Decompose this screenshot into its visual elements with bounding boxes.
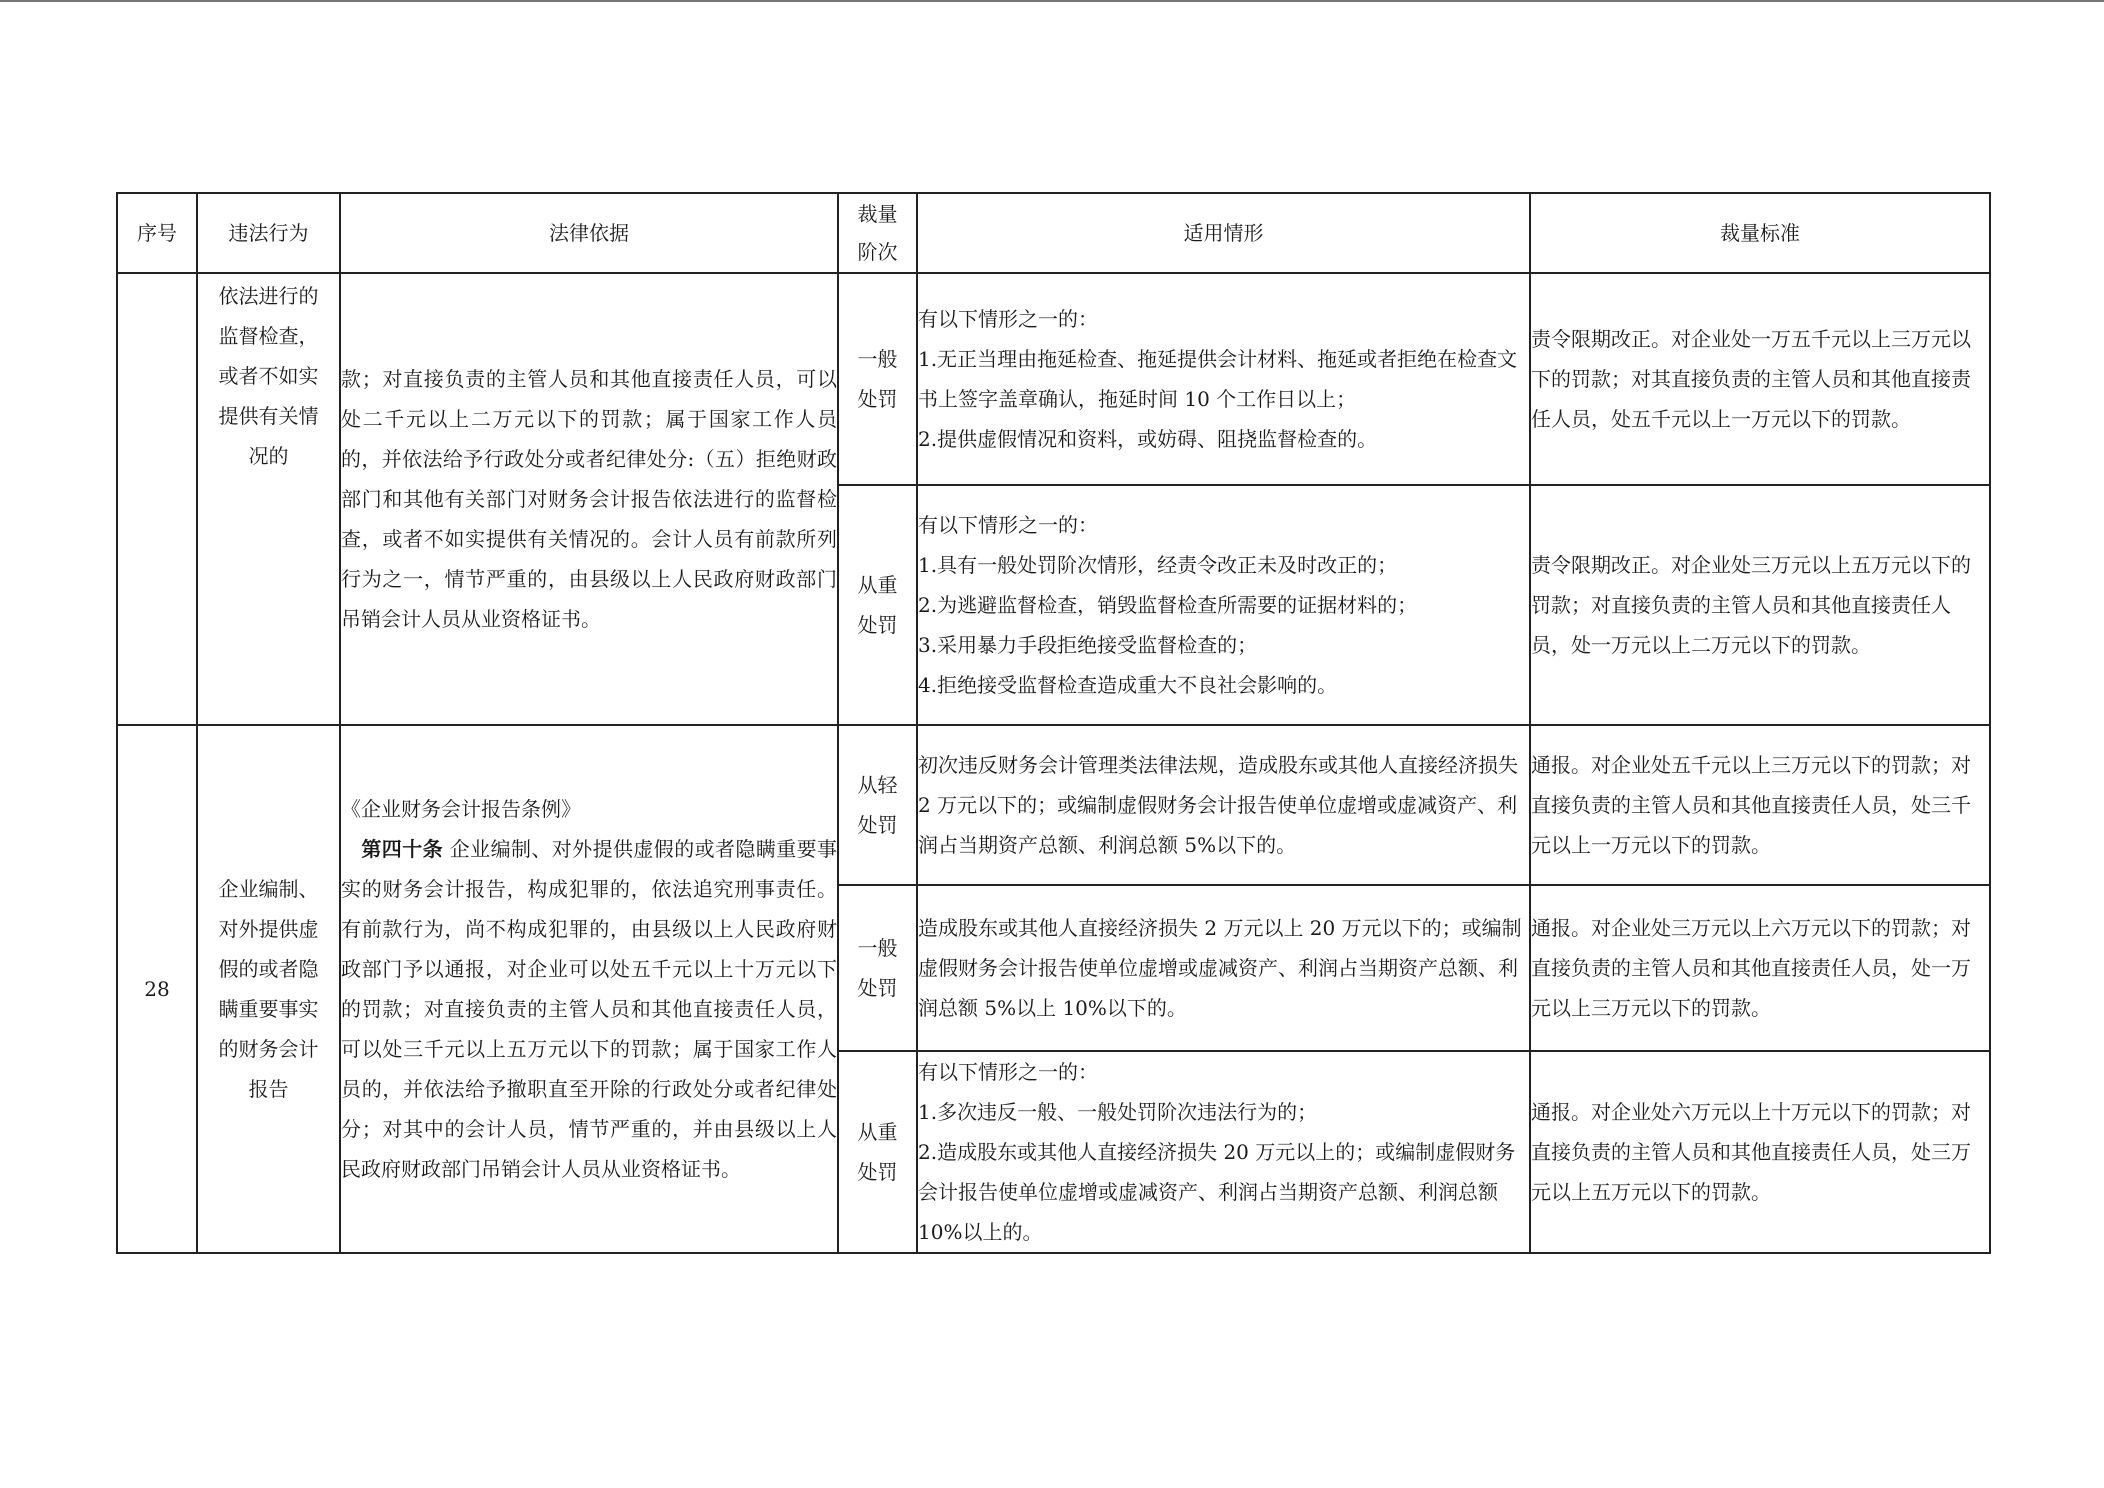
basis-cell-28 [340, 725, 838, 1253]
seq-cell-prev [117, 273, 197, 725]
condition-line: 3.采用暴力手段拒绝接受监督检查的； [918, 633, 1258, 657]
condition-line: 有以下情形之一的： [918, 1060, 1098, 1084]
act-cell-prev [197, 273, 340, 725]
header-standard [1530, 193, 1990, 273]
level-line2: 处罚 [857, 387, 898, 411]
header-level [838, 193, 917, 273]
condition-line: 有以下情形之一的： [918, 513, 1098, 537]
act-line: 报告 [248, 1077, 289, 1101]
standard-text: 通报。对企业处三万元以上六万元以下的罚款；对直接负责的主管人员和其他直接责任人员，处一万元以上三万元以下的罚款。 [1531, 916, 1971, 1020]
act-line: 况的 [248, 444, 289, 468]
header-level-line2: 阶次 [857, 240, 898, 264]
level-cell [838, 725, 917, 885]
level-line2: 处罚 [857, 976, 898, 1000]
standard-cell [1530, 485, 1990, 725]
basis-text: 款；对直接负责的主管人员和其他直接责任人员，可以处二千元以上二万元以下的罚款；属于国家工作人员的，并依法给予行政处分或者纪律处分:（五）拒绝财政部门和其他有关部门对财务会计报告依法进行的监督检查，或者不如实提供有关情况的。会计人员有前款所列行为之一，情节严重的，由县级以上人民政府财政部门吊销会计人员从业资格证书。 [341, 367, 837, 631]
condition-line: 2.造成股东或其他人直接经济损失 20 万元以上的；或编制虚假财务会计报告使单位虚增或虚减资产、利润占当期资产总额、利润总额 10%以上的。 [918, 1140, 1516, 1244]
condition-line: 1.多次违反一般、一般处罚阶次违法行为的； [918, 1100, 1318, 1124]
header-level-line1: 裁量 [857, 202, 898, 226]
standard-cell [1530, 1051, 1990, 1253]
condition-line: 初次违反财务会计管理类法律法规，造成股东或其他人直接经济损失 2 万元以下的；或编制虚假财务会计报告使单位虚增或虚减资产、利润占当期资产总额、利润总额 5%以下的。 [918, 753, 1518, 857]
level-line1: 从轻 [857, 773, 898, 797]
header-condition-label: 适用情形 [1183, 221, 1264, 245]
act-line: 依法进行的 [218, 284, 319, 308]
condition-cell [917, 485, 1530, 725]
level-line1: 一般 [857, 347, 898, 371]
condition-line: 1.具有一般处罚阶次情形，经责令改正未及时改正的； [918, 553, 1398, 577]
condition-cell [917, 885, 1530, 1051]
table-header-row [117, 193, 1990, 273]
act-line: 瞒重要事实 [218, 997, 319, 1021]
standard-cell [1530, 885, 1990, 1051]
condition-line: 2.为逃避监督检查，销毁监督检查所需要的证据材料的； [918, 593, 1418, 617]
level-line1: 一般 [857, 936, 898, 960]
act-line: 提供有关情 [218, 404, 319, 428]
act-line: 对外提供虚 [218, 917, 319, 941]
level-line2: 处罚 [857, 613, 898, 637]
act-line: 监督检查， [218, 324, 319, 348]
header-basis [340, 193, 838, 273]
act-line: 或者不如实 [218, 364, 319, 388]
act-line: 假的或者隐 [218, 957, 319, 981]
table-row [117, 725, 1990, 885]
standard-text: 通报。对企业处六万元以上十万元以下的罚款；对直接负责的主管人员和其他直接责任人员，处三万元以上五万元以下的罚款。 [1531, 1100, 1971, 1204]
header-seq-label: 序号 [137, 221, 177, 245]
condition-cell [917, 273, 1530, 485]
level-cell [838, 485, 917, 725]
condition-line: 有以下情形之一的： [918, 307, 1098, 331]
standard-text: 责令限期改正。对企业处一万五千元以上三万元以下的罚款；对其直接负责的主管人员和其他直接责任人员，处五千元以上一万元以下的罚款。 [1531, 327, 1971, 431]
standard-cell [1530, 725, 1990, 885]
condition-cell [917, 1051, 1530, 1253]
standard-text: 通报。对企业处五千元以上三万元以下的罚款；对直接负责的主管人员和其他直接责任人员，处三千元以上一万元以下的罚款。 [1531, 753, 1971, 857]
act-cell-28 [197, 725, 340, 1253]
level-cell [838, 273, 917, 485]
basis-text: 企业编制、对外提供虚假的或者隐瞒重要事实的财务会计报告，构成犯罪的，依法追究刑事责任。有前款行为，尚不构成犯罪的，由县级以上人民政府财政部门予以通报，对企业可以处五千元以上十万元以下的罚款；对直接负责的主管人员和其他直接责任人员，可以处三千元以上五万元以下的罚款；属于国家工作人员的，并依法给予撤职直至开除的行政处分或者纪律处分；对其中的会计人员，情节严重的，并由县级以上人民政府财政部门吊销会计人员从业资格证书。 [341, 837, 838, 1181]
level-cell [838, 885, 917, 1051]
act-line: 企业编制、 [218, 877, 319, 901]
level-line2: 处罚 [857, 813, 898, 837]
act-line: 的财务会计 [218, 1037, 319, 1061]
level-line1: 从重 [857, 1120, 898, 1144]
condition-line: 1.无正当理由拖延检查、拖延提供会计材料、拖延或者拒绝在检查文书上签字盖章确认，拖延时间 10 个工作日以上； [918, 347, 1518, 411]
header-standard-label: 裁量标准 [1720, 221, 1800, 245]
condition-cell [917, 725, 1530, 885]
header-basis-label: 法律依据 [549, 221, 629, 245]
page-top-rule [0, 0, 2104, 2]
penalty-discretion-table [116, 192, 1991, 1254]
level-line1: 从重 [857, 573, 898, 597]
header-act-label: 违法行为 [228, 221, 309, 245]
standard-text: 责令限期改正。对企业处三万元以上五万元以下的罚款；对直接负责的主管人员和其他直接责任人员，处一万元以上二万元以下的罚款。 [1531, 553, 1971, 657]
header-seq [117, 193, 197, 273]
condition-line: 造成股东或其他人直接经济损失 2 万元以上 20 万元以下的；或编制虚假财务会计报告使单位虚增或虚减资产、利润占当期资产总额、利润总额 5%以上 10%以下的。 [918, 916, 1522, 1020]
level-cell [838, 1051, 917, 1253]
condition-line: 2.提供虚假情况和资料，或妨碍、阻挠监督检查的。 [918, 427, 1378, 451]
basis-article-label: 第四十条 [361, 837, 444, 861]
seq-cell-28 [117, 725, 197, 1253]
condition-line: 4.拒绝接受监督检查造成重大不良社会影响的。 [918, 673, 1338, 697]
table-row [117, 273, 1990, 485]
header-act [197, 193, 340, 273]
standard-cell [1530, 273, 1990, 485]
basis-regulation-title: 《企业财务会计报告条例》 [341, 797, 581, 821]
seq-number: 28 [144, 977, 170, 1001]
level-line2: 处罚 [857, 1160, 898, 1184]
basis-cell-prev [340, 273, 838, 725]
header-condition [917, 193, 1530, 273]
